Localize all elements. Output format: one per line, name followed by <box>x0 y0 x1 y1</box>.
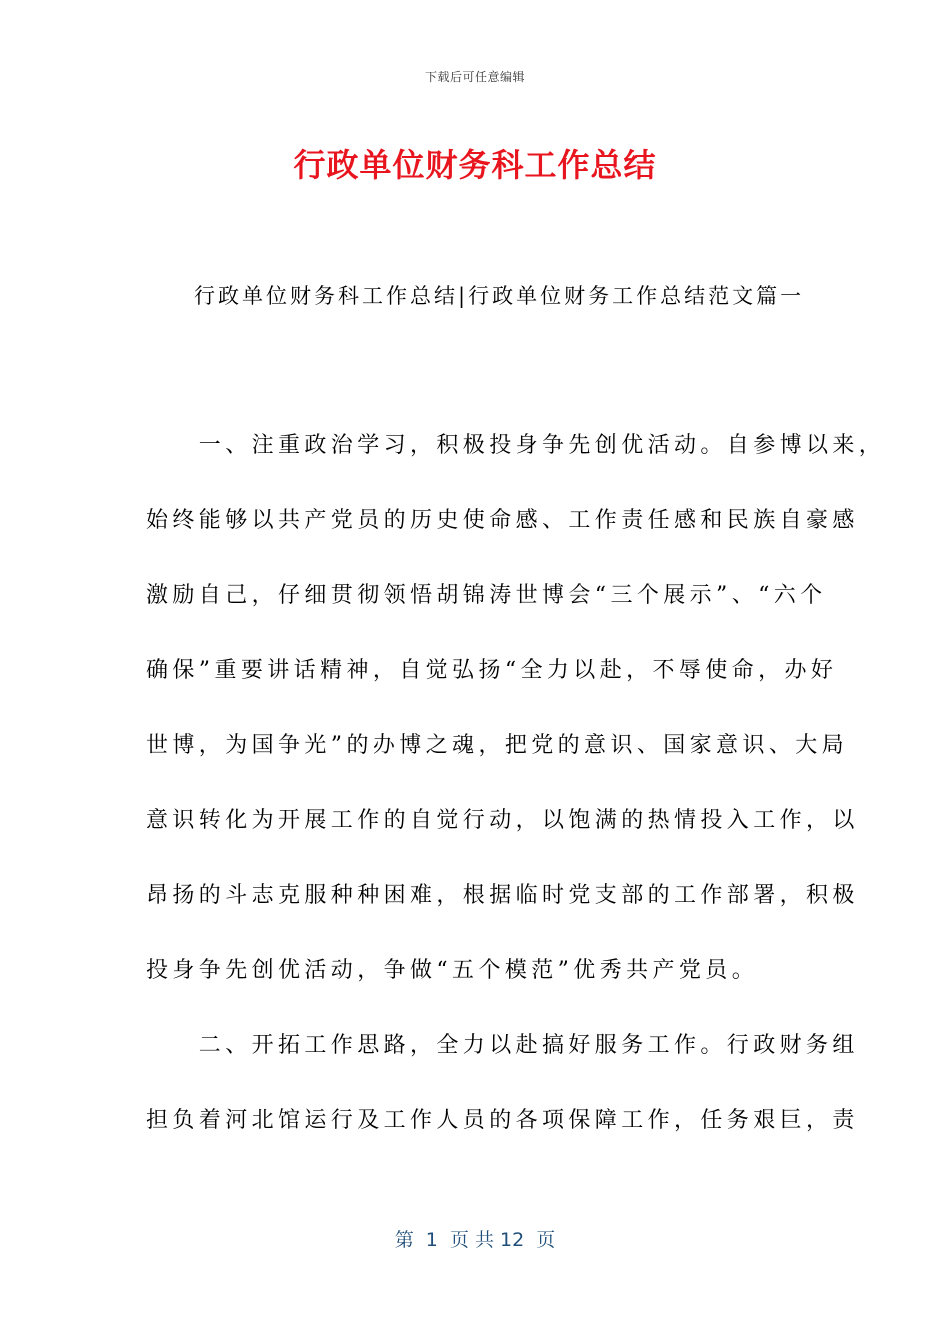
body-line: 世博，为国争光”的办博之魂，把党的意识、国家意识、大局 <box>146 733 849 758</box>
body-line: 担负着河北馆运行及工作人员的各项保障工作，任务艰巨，责 <box>146 1108 859 1133</box>
body-line: 始终能够以共产党员的历史使命感、工作责任感和民族自豪感 <box>146 508 859 533</box>
body-line: 一、注重政治学习，积极投身争先创优活动。自参博以来， <box>146 433 886 458</box>
body-line: 投身争先创优活动，争做“五个模范”优秀共产党员。 <box>146 958 759 983</box>
page-number: 第 1 页 共 12 页 <box>394 1229 556 1251</box>
document-title: 行政单位财务科工作总结 <box>293 146 657 184</box>
body-line: 意识转化为开展工作的自觉行动，以饱满的热情投入工作，以 <box>146 808 859 833</box>
header-note: 下载后可任意编辑 <box>424 70 525 84</box>
body-line: 激励自己，仔细贯彻领悟胡锦涛世博会“三个展示”、“六个 <box>146 583 827 608</box>
document-subtitle: 行政单位财务科工作总结|行政单位财务工作总结范文篇一 <box>194 284 805 308</box>
body-line: 昂扬的斗志克服种种困难，根据临时党支部的工作部署，积极 <box>146 883 859 908</box>
body-line: 二、开拓工作思路，全力以赴搞好服务工作。行政财务组 <box>146 1033 859 1058</box>
body-line: 确保”重要讲话精神，自觉弘扬“全力以赴，不辱使命，办好 <box>146 658 838 683</box>
